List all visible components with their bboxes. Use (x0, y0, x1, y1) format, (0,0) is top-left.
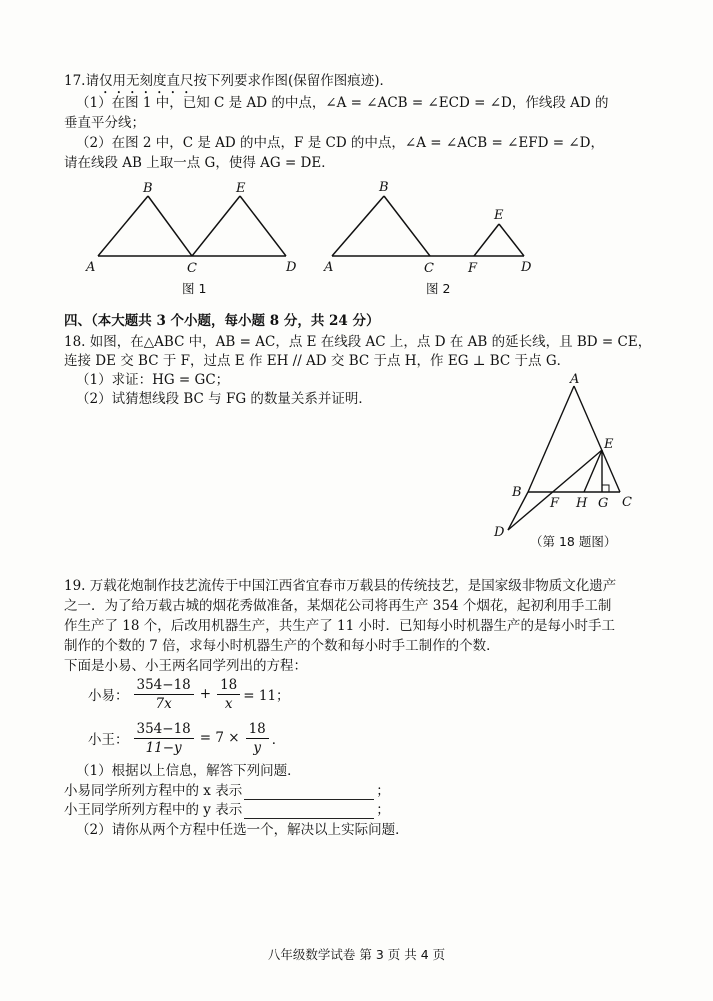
fig2-caption: 图 2 (426, 281, 451, 296)
fig2-label-c: C (424, 261, 434, 276)
fig1-segment-ce (192, 196, 240, 256)
q19-line3: 作生产了 18 个，后改用机器生产，共生产了 11 小时．已知每小时机器生产的是每小时手工 (64, 618, 616, 634)
eq1-frac1-numerator: 354−18 (134, 676, 194, 695)
fig18-label-a: A (570, 372, 580, 387)
fig18-segment-ab (528, 386, 574, 492)
eq2-frac1-denominator: 11−y (145, 739, 182, 756)
eq1-label: 小易： (88, 688, 129, 704)
fig2-label-a: A (324, 260, 334, 275)
fig18-right-angle-mark (602, 485, 609, 492)
fig1-label-a: A (86, 260, 96, 275)
eq2-frac2-denominator: y (253, 739, 261, 756)
eq2-label: 小王： (88, 732, 129, 748)
eq1-frac1-denominator: 7x (155, 695, 172, 712)
q17-part1-line2: 垂直平分线； (64, 115, 145, 131)
q19-part1: （1）根据以上信息，解答下列问题． (76, 763, 301, 779)
eq2-fraction-1 (134, 720, 194, 757)
q17-part2-line2: 请在线段 AB 上取一点 G，使得 AG = DE． (64, 155, 335, 171)
fill2-prefix: 小王同学所列方程中的 y 表示 (64, 802, 243, 818)
fill1-suffix: ； (376, 783, 390, 799)
q17-title: 17.请仅用无刻度直尺按下列要求作图(保留作图痕迹)． (64, 73, 394, 89)
answer-blank-x[interactable] (244, 785, 374, 800)
fig1-caption: 图 1 (182, 281, 207, 296)
fig2-label-f: F (468, 261, 478, 276)
fig18-caption: （第 18 题图） (530, 534, 617, 549)
fig2-segment-bc (384, 196, 430, 256)
q18-line1: 18. 如图，在△ABC 中，AB = AC，点 E 在线段 AC 上，点 D 在 AB 的延长线，且 BD = CE， (64, 334, 652, 350)
figure-2 (318, 176, 548, 301)
fig2-label-d: D (521, 260, 532, 275)
fig18-label-d: D (494, 525, 505, 540)
fig1-label-b: B (143, 181, 153, 196)
section-4-heading: 四、（本大题共 3 个小题，每小题 8 分，共 24 分） (64, 313, 380, 329)
eq2-fraction-2 (246, 720, 269, 757)
q19-line4: 制作的个数的 7 倍，求每小时机器生产的个数和每小时手工制作的个数． (64, 638, 500, 654)
fig1-segment-ab (98, 196, 148, 256)
eq1-tail: = 11； (243, 688, 290, 704)
fig1-segment-bc (148, 196, 192, 256)
q19-line5: 下面是小易、小王两名同学列出的方程： (64, 658, 307, 674)
fill1-prefix: 小易同学所列方程中的 x 表示 (64, 783, 243, 799)
fig18-segment-eh (584, 450, 602, 492)
fig2-label-e: E (494, 208, 504, 223)
fig2-label-b: B (379, 180, 389, 195)
figure-18 (488, 370, 648, 555)
fig18-label-g: G (598, 496, 609, 511)
eq1-operator: + (199, 686, 212, 702)
q18-part2: （2）试猜想线段 BC 与 FG 的数量关系并证明． (76, 391, 372, 407)
eq2-frac1-numerator: 354−18 (134, 720, 194, 739)
fig18-label-h: H (576, 496, 588, 511)
fill2-suffix: ； (376, 802, 390, 818)
fig18-label-b: B (512, 485, 522, 500)
q17-part1-line1: （1）在图 1 中，已知 C 是 AD 的中点，∠A = ∠ACB = ∠ECD = ∠D，作线段 AD 的 (76, 95, 609, 111)
page-footer: 八年级数学试卷 第 3 页 共 4 页 (267, 947, 446, 962)
q19-equation-xiaowang (88, 716, 285, 760)
q19-fill-2 (64, 801, 390, 819)
q17-part2-line1: （2）在图 2 中，C 是 AD 的中点，F 是 CD 的中点，∠A = ∠ACB = ∠EFD = ∠D， (76, 135, 604, 151)
q19-part2: （2）请你从两个方程中任选一个，解决以上实际问题． (76, 822, 409, 838)
figure-1 (80, 176, 310, 301)
eq2-tail: ． (271, 732, 286, 748)
fig2-segment-ab (332, 196, 384, 256)
q19-equation-xiaoyi (88, 672, 290, 716)
fig1-label-e: E (236, 181, 246, 196)
eq1-frac2-numerator: 18 (217, 676, 240, 695)
fig1-segment-ed (240, 196, 286, 256)
eq2-middle: = 7 × (199, 730, 240, 746)
fig2-segment-ed (499, 224, 524, 256)
fig18-label-e: E (604, 437, 614, 452)
fig2-segment-fe (474, 224, 499, 256)
eq1-fraction-2 (217, 676, 240, 713)
q19-fill-1 (64, 782, 390, 800)
fig18-label-f: F (550, 496, 560, 511)
answer-blank-y[interactable] (244, 804, 374, 819)
eq1-fraction-1 (134, 676, 194, 713)
q18-line2: 连接 DE 交 BC 于 F，过点 E 作 EH // AD 交 BC 于点 H，作 EG ⊥ BC 于点 G． (64, 353, 571, 369)
fig1-label-c: C (187, 261, 197, 276)
eq2-frac2-numerator: 18 (246, 720, 269, 739)
eq1-frac2-denominator: x (224, 695, 233, 712)
q18-part1: （1）求证：HG = GC； (76, 372, 230, 388)
fig18-segment-de (508, 450, 602, 530)
q19-line1: 19. 万载花炮制作技艺流传于中国江西省宜春市万载县的传统技艺，是国家级非物质文化遗产 (64, 578, 617, 594)
fig1-label-d: D (286, 260, 297, 275)
fig18-label-c: C (622, 495, 632, 510)
q19-line2: 之一．为了给万载古城的烟花秀做准备，某烟花公司将再生产 354 个烟花，起初利用手工制 (64, 598, 612, 614)
